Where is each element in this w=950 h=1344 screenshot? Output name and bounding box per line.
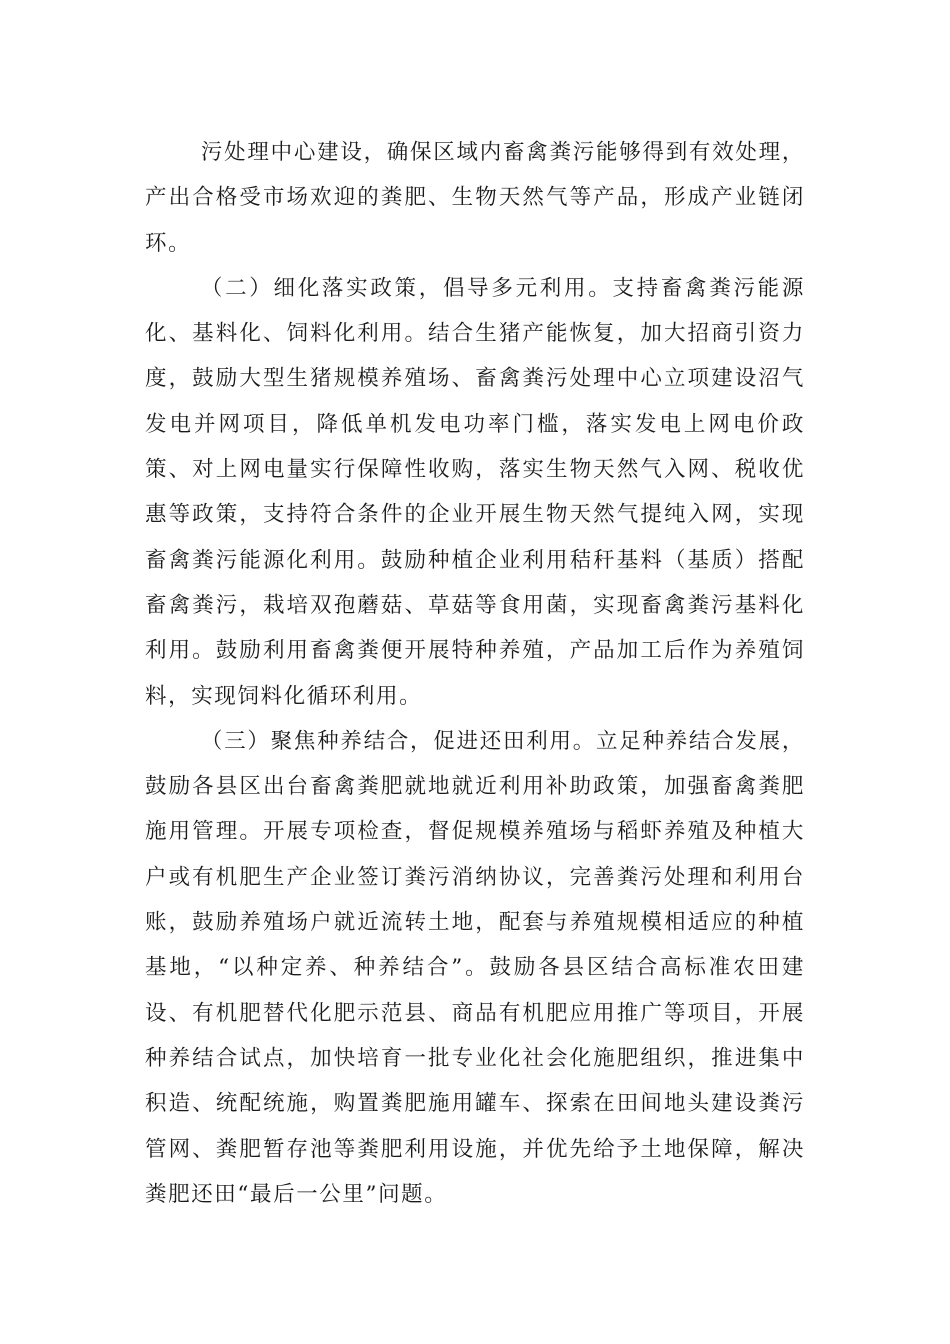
- paragraph-section-3: （三）聚焦种养结合，促进还田利用。立足种养结合发展，鼓励各县区出台畜禽粪肥就地就近利用补助政策，加强畜禽粪肥施用管理。开展专项检查，督促规模养殖场与稻虾养殖及种植大户或有机肥生产企业签订粪污消纳协议，完善粪污处理和利用台账，鼓励养殖场户就近流转土地，配套与养殖规模相适应的种植基地，“以种定养、种养结合”。鼓励各县区结合高标准农田建设、有机肥替代化肥示范县、商品有机肥应用推广等项目，开展种养结合试点，加快培育一批专业化社会化施肥组织，推进集中积造、统配统施，购置粪肥施用罐车、探索在田间地头建设粪污管网、粪肥暂存池等粪肥利用设施，并优先给予土地保障，解决粪肥还田“最后一公里”问题。: [145, 728, 805, 1207]
- body-text: [145, 130, 805, 1217]
- paragraph-continuation: 污处理中心建设，确保区域内畜禽粪污能够得到有效处理，产出合格受市场欢迎的粪肥、生物天然气等产品，形成产业链闭环。: [145, 140, 805, 256]
- paragraph-section-2: （二）细化落实政策，倡导多元利用。支持畜禽粪污能源化、基料化、饲料化利用。结合生猪产能恢复，加大招商引资力度，鼓励大型生猪规模养殖场、畜禽粪污处理中心立项建设沼气发电并网项目，降低单机发电功率门槛，落实发电上网电价政策、对上网电量实行保障性收购，落实生物天然气入网、税收优惠等政策，支持符合条件的企业开展生物天然气提纯入网，实现畜禽粪污能源化利用。鼓励种植企业利用秸秆基料（基质）搭配畜禽粪污，栽培双孢蘑菇、草菇等食用菌，实现畜禽粪污基料化利用。鼓励利用畜禽粪便开展特种养殖，产品加工后作为养殖饲料，实现饲料化循环利用。: [145, 275, 805, 709]
